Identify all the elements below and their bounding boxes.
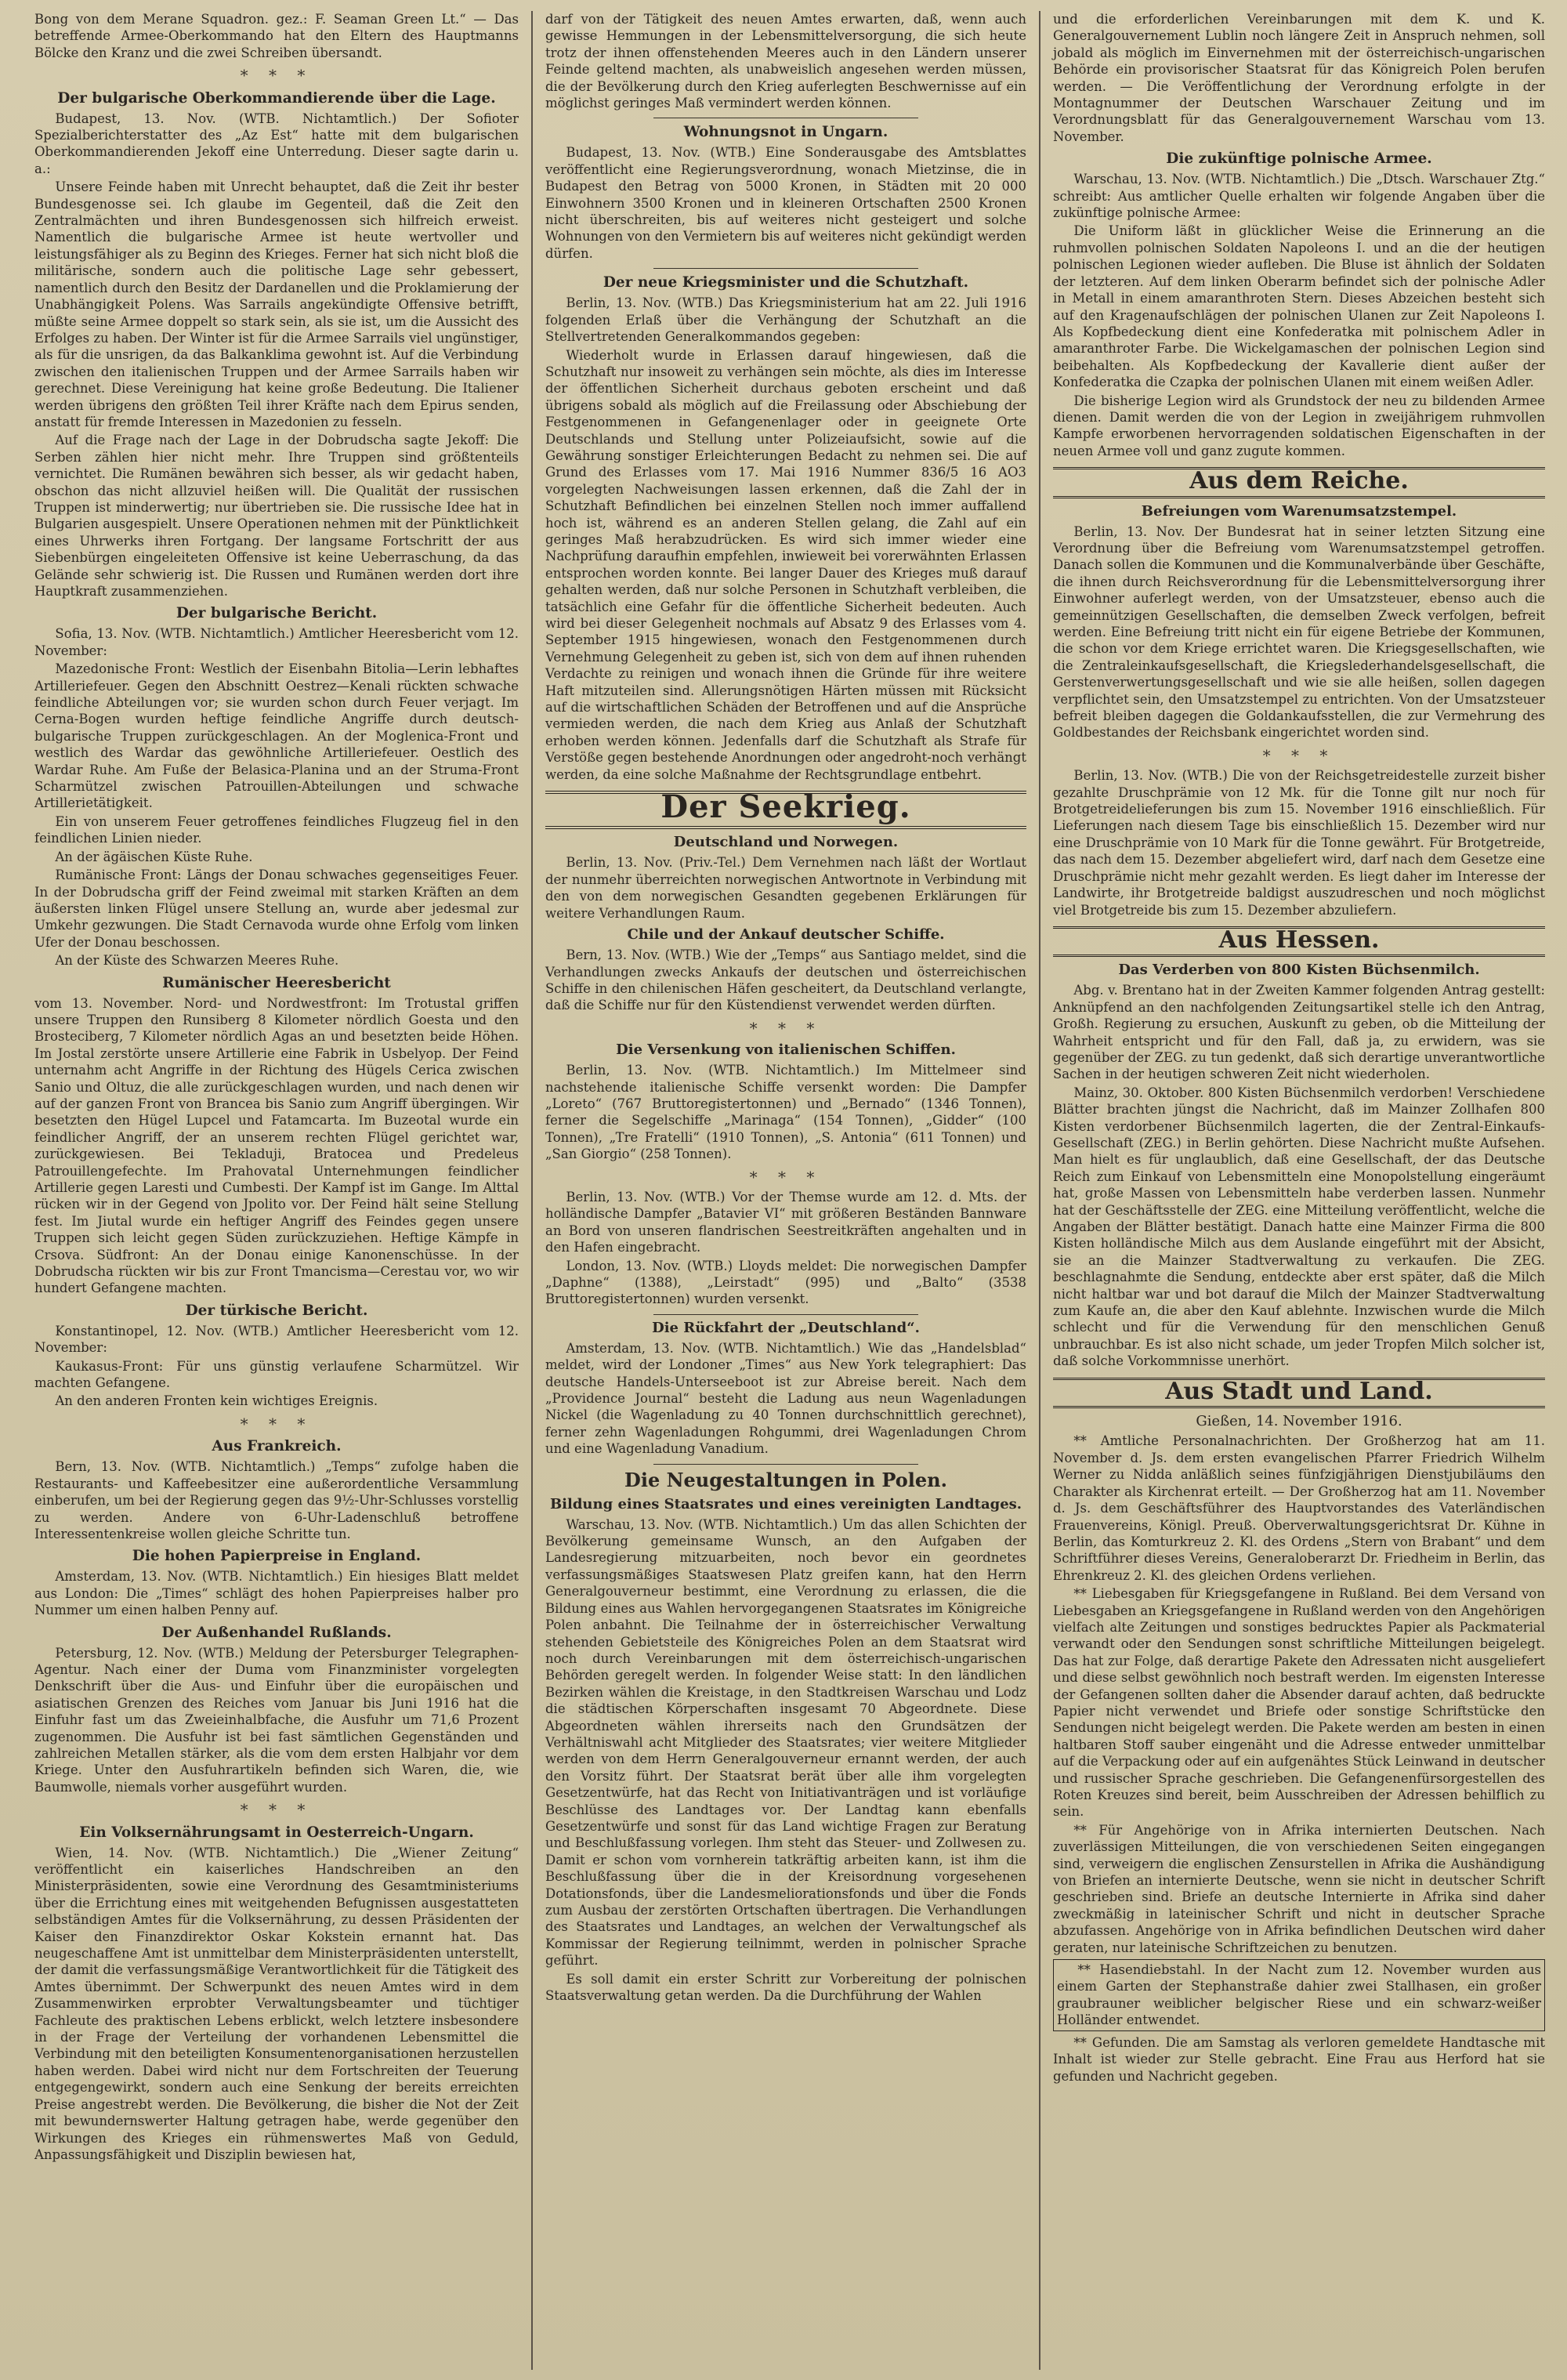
- headline-deutschland-return: Die Rückfahrt der „Deutschland“.: [652, 1319, 920, 1336]
- lead-paragraph: darf von der Tätigkeit des neuen Amtes erwarten, daß, wenn auch gewisse Hemmungen in der Lebensmittelversorgung, die sich heute trotz der ihnen offenstehenden Meeres auch in den Ländern unserer Feinde geltend machten, als unabweislich angesehen werden müssen, die der Bevölkerung durch den Krieg auferlegten Beschwernisse auf ein möglichst geringes Maß vermindert werden können.: [545, 12, 1026, 111]
- article-paragraph: Berlin, 13. Nov. Der Bundesrat hat in seiner letzten Sitzung eine Verordnung über die Befreiung vom Warenumsatzstempel getroffen. Danach sollen die Kommunen und die Kommunalverbände über Geschäfte, die ihnen durch Reichsverordnung für die Lebensmittelversorgung ihrer Einwohner auferlegt werden, von der Umsatzsteuer, ebenso auch die gemeinnützigen Gesellschaften, die demselben Zweck verfolgen, befreit werden. Eine Befreiung tritt nicht ein für eigene Betriebe der Kommunen, die schon vor dem Kriege errichtet waren. Die Kriegsgesellschaften, wie die Zentraleinkaufsgesellschaft, die Kriegslederhandelsgesellschaft, die Gerstenverwertungsgesellschaft und wie sie alle heißen, sollen dagegen verpflichtet sein, den Umsatzstempel zu entrichten. Von der Umsatzsteuer befreit bleiben dagegen die Goldankaufsstellen, die zur Vermehrung des Goldbestandes der Reichsbank eingerichtet worden sind.: [1053, 523, 1545, 741]
- article-paragraph: Berlin, 13. Nov. (WTB.) Vor der Themse wurde am 12. d. Mts. der holländische Dampfer „Batavier VI“ mit größeren Beständen Bannware an Bord von unseren flandrischen Seestreitkräften angehalten und in den Hafen eingebracht.: [545, 1189, 1026, 1255]
- headline-polish-army: Die zukünftige polnische Armee.: [1166, 150, 1432, 168]
- article-paragraph: Die bisherige Legion wird als Grundstock der neu zu bildenden Armee dienen. Damit werden die von der Legion in zweijährigem ruhmvollen Kampfe erworbenen hervorragenden soldatischen Eigenschaften in der neuen Armee voll und ganz zugute kommen.: [1053, 393, 1545, 458]
- article-paragraph: Mazedonische Front: Westlich der Eisenbahn Bitolia—Lerin lebhaftes Artilleriefeuer. Gegen den Abschnitt Oestrez—Kenali rückten schwache feindliche Abteilungen vor; sie wurden schon durch Feuer verjagt. Im Cerna-Bogen wurden heftige feindliche Angriffe durch deutsch-bulgarische Truppen zurückgeschlagen. An der Moglenica-Front und westlich des Wardar das gewöhnliche Artilleriefeuer. Oestlich des Wardar Ruhe. Am Fuße der Belasica-Planina und an der Struma-Front Scharmützel zwischen Patrouillen-Abteilungen und schwache Artillerietätigkeit.: [34, 661, 519, 811]
- dateline: Gießen, 14. November 1916.: [1196, 1413, 1402, 1430]
- section-banner-city-country: [1053, 1378, 1545, 1408]
- section-banner-naval-war: [545, 788, 1026, 829]
- divider: [653, 1464, 918, 1465]
- headline-poland: Die Neugestaltungen in Polen.: [624, 1468, 947, 1491]
- column-2: [533, 11, 1040, 2370]
- article-paragraph: Ein von unserem Feuer getroffenes feindliches Flugzeug fiel in den feindlichen Linien nieder.: [34, 813, 519, 846]
- article-paragraph: Amsterdam, 13. Nov. (WTB. Nichtamtlich.) Wie das „Handelsblad“ meldet, wird der Londoner „Times“ aus New York telegraphiert: Das deutsche Handels-Unterseeboot ist zur Abreise bereit. Nach dem „Providence Journal“ besteht die Ladung aus neun Wagenladungen Nickel (die Wagenladung zu 40 Tonnen durchschnittlich gerechnet), ferner zehn Wagenladungen Rohgummi, drei Wagenladungen Chrom und eine Wagenladung Vanadium.: [545, 1340, 1026, 1457]
- subheadline-poland: Bildung eines Staatsrates und eines vereinigten Landtages.: [549, 1495, 1022, 1512]
- article-paragraph: Bern, 13. Nov. (WTB. Nichtamtlich.) „Temps“ zufolge haben die Restaurants- und Kaffeebesitzer eine außerordentliche Versammlung einberufen, um bei der Regierung gegen das 9½-Uhr-Schlusses vorstellig zu werden. Andere von 6-Uhr-Ladenschluß betroffene Interessentenkreise wollen gleiche Schritte tun.: [34, 1459, 519, 1541]
- headline-romanian-report: Rumänischer Heeresbericht: [162, 974, 391, 991]
- lead-paragraph: Bong von dem Merane Squadron. gez.: F. Seaman Green Lt.“ — Das betreffende Armee-Oberkommando hat den Eltern des Hauptmanns Bölcke den Kranz und die zwei Schreiben übersandt.: [34, 12, 519, 60]
- headline-bulgarian-report: Der bulgarische Bericht.: [176, 605, 378, 622]
- banner-title: Der Seekrieg.: [660, 788, 911, 826]
- article-paragraph: Wiederholt wurde in Erlassen darauf hingewiesen, daß die Schutzhaft nur insoweit zu verhängen sein möchte, als dies im Interesse der öffentlichen Sicherheit durchaus geboten erscheint und daß übrigens sobald als möglich auf die Freilassung oder Abschiebung der Festgenommenen in Gefangenenlager oder in geeignete Orte Deutschlands und Stellung unter Polizeiaufsicht, sowie auf die Gewährung sonstiger Erleichterungen Bedacht zu nehmen sei. Die auf Grund des Erlasses vom 17. Mai 1916 Nummer 836/5 16 AO3 vorgelegten Nachweisungen lassen erkennen, daß die Zahl der in Schutzhaft Befindlichen bei einzelnen Stellen noch immer auffallend hoch ist, während es an anderen Stellen gelang, die Zahl auf ein geringes Maß herabzudrücken. Es wird sich immer wieder eine Nachprüfung daraufhin empfehlen, inwieweit bei vorerwähnten Erlassen entsprochen worden konnte. Bei langer Dauer des Krieges muß darauf gehalten werden, daß nur solche Personen in Schutzhaft verbleiben, die tatsächlich eine Gefahr für die öffentliche Sicherheit bedeuten. Auch wird bei dieser Gelegenheit nochmals auf Absatz 9 des Erlasses vom 4. September 1915 hingewiesen, wonach den Festgenommenen durch Vernehmung Gelegenheit zu geben ist, sich von dem auf ihnen ruhenden Verdachte zu reinigen und wonach ihnen die Gründe für ihre weitere Haft mitzuteilen sind. Allerungsnötigen Härten müssen mit Rücksicht auf die wirtschaftlichen Schäden der Betroffenen und auf die Ansprüche vermieden werden, die nach dem Krieg aus Anlaß der Schutzhaft erhoben werden können. Jedenfalls darf die Schutzhaft als Strafe für Verstöße gegen bestehende Anordnungen oder angedroht-noch verhängt werden, da eine solche Maßnahme der Rechtsgrundlage entbehrt.: [545, 347, 1026, 782]
- article-paragraph: Unsere Feinde haben mit Unrecht behauptet, daß die Zeit ihr bester Bundesgenosse sei. Ich glaube im Gegenteil, daß die Zeit den Zentralmächten und ihren Bundesgenossen sich hilfreich erweist. Namentlich die bulgarische Armee ist heute wertvoller und leistungsfähiger als zu Beginn des Krieges. Ferner hat sich nicht bloß die militärische, sondern auch die politische Lage sehr gebessert, namentlich durch den Besitz der Dardanellen und die Proklamierung der Unabhängigkeit Polens. Was Sarrails angekündigte Offensive betrifft, müßte seine Armee doppelt so stark sein, als sie ist, um die Aussicht des Erfolges zu haben. Der Winter ist für die Armee Sarrails viel ungünstiger, als für die unsrigen, da das Balkanklima gewohnt ist. Auf die Verbindung zwischen den italienischen Truppen und der Armee Sarrails haben wir gerechnet. Diese Vereinigung hat keine große Bedeutung. Die Italiener werden übrigens den größten Teil ihrer Kräfte nach dem Epirus senden, anstatt für fremde Interessen in Mazedonien zu fesseln.: [34, 179, 519, 429]
- column-3: [1040, 11, 1550, 2370]
- section-separator: * * *: [240, 1414, 313, 1433]
- banner-title: Aus dem Reiche.: [1189, 467, 1409, 495]
- article-paragraph: Sofia, 13. Nov. (WTB. Nichtamtlich.) Amtlicher Heeresbericht vom 12. November:: [34, 626, 519, 658]
- article-paragraph: Amsterdam, 13. Nov. (WTB. Nichtamtlich.) Ein hiesiges Blatt meldet aus London: Die „Times“ schlägt des hohen Papierpreises halber pro Nummer um einen halben Penny auf.: [34, 1569, 519, 1618]
- article-paragraph: An den anderen Fronten kein wichtiges Ereignis.: [55, 1393, 378, 1409]
- article-paragraph: Es soll damit ein erster Schritt zur Vorbereitung der polnischen Staatsverwaltung getan werden. Da die Durchführung der Wahlen: [545, 1971, 1026, 2004]
- article-paragraph: An der ägäischen Küste Ruhe.: [55, 849, 253, 864]
- section-separator: * * *: [749, 1018, 823, 1038]
- banner-title: Aus Stadt und Land.: [1165, 1377, 1433, 1405]
- article-paragraph: Konstantinopel, 12. Nov. (WTB.) Amtlicher Heeresbericht vom 12. November:: [34, 1323, 519, 1356]
- section-separator: * * *: [1262, 745, 1336, 765]
- divider: [653, 1314, 918, 1315]
- article-paragraph: ** Gefunden. Die am Samstag als verloren gemeldete Handtasche mit Inhalt ist wieder zur Stelle gebracht. Eine Frau aus Herford hat sie gefunden und Nachricht gegeben.: [1053, 2034, 1545, 2084]
- lead-paragraph: und die erforderlichen Vereinbarungen mit dem K. und K. Generalgouvernement Lublin noch längere Zeit in Anspruch nehmen, soll jobald als möglich im Einvernehmen mit der österreichisch-ungarischen Behörde ein provisorischer Staatsrat für das Königreich Polen berufen werden. — Die Veröffentlichung der Verordnung erfolgte in der Montagnummer der Deutschen Warschauer Zeitung und im Verordnungsblatt für das Generalgouvernement Warschau vom 13. November.: [1053, 12, 1545, 144]
- column-container: [31, 11, 1550, 2370]
- headline-tax-exemption: Befreiungen vom Warenumsatzstempel.: [1141, 502, 1457, 520]
- article-paragraph: Berlin, 13. Nov. (WTB.) Die von der Reichsgetreidestelle zurzeit bisher gezahlte Druschprämie von 12 Mk. für die Tonne gilt nur noch für Brotgetreidelieferungen bis zum 15. November 1916 einschließlich. Für Lieferungen nach diesem Tage bis einschließlich 15. Dezember wird nur eine Druschprämie von 10 Mark für die Tonne gewährt. Für Brotgetreide, das nach dem 15. Dezember abgeliefert wird, darf nach dem Gesetze eine Druschprämie nicht mehr gezahlt werden. Es liegt daher im Interesse der Landwirte, ihr Brotgetreide baldigst auszudreschen und noch möglichst viel Brotgetreide bis zum 15. Dezember abzuliefern.: [1053, 768, 1545, 918]
- article-paragraph: Berlin, 13. Nov. (Priv.-Tel.) Dem Vernehmen nach läßt der Wortlaut der nunmehr überreichten norwegischen Antwortnote in Verbindung mit den von dem norwegischen Gesandten gegebenen Erklärungen für weitere Verhandlungen Raum.: [545, 855, 1026, 921]
- article-paragraph: Bern, 13. Nov. (WTB.) Wie der „Temps“ aus Santiago meldet, sind die Verhandlungen zwecks Ankaufs der deutschen und österreichischen Schiffe in den chilenischen Häfen gescheitert, da Deutschland verlangte, daß die Schiffe nur für den Küstendienst verwendet werden dürften.: [545, 947, 1026, 1013]
- article-paragraph: Kaukasus-Front: Für uns günstig verlaufene Scharmützel. Wir machten Gefangene.: [34, 1358, 519, 1391]
- article-paragraph: Die Uniform läßt in glücklicher Weise die Erinnerung an die ruhmvollen polnischen Soldaten Napoleons I. und an die der heutigen polnischen Legionen wieder aufleben. Die Bluse ist ähnlich der Soldaten der letzteren. Auf dem linken Oberarm befindet sich der polnische Adler in Metall in einem amaranthroten Stern. Dieses Abzeichen besteht sich auf den Kragenaufschlägen der polnischen Ulanen zur Zeit Napoleons I. Als Kopfbedeckung dient eine Konfederatka mit polnischem Adler in amaranthroter Farbe. Die Wickelgamaschen der polnischen Legion sind beibehalten. Als Kopfbedeckung der Kavallerie dient außer der Konfederatka die Czapka der polnischen Ulanen mit einem weißen Adler.: [1053, 223, 1545, 390]
- headline-turkish-report: Der türkische Bericht.: [185, 1302, 368, 1319]
- section-banner-reich: [1053, 467, 1545, 498]
- section-separator: * * *: [240, 1800, 313, 1820]
- divider: [653, 268, 918, 269]
- article-paragraph: An der Küste des Schwarzen Meeres Ruhe.: [55, 953, 339, 969]
- article-paragraph: Rumänische Front: Längs der Donau schwaches gegenseitiges Feuer. In der Dobrudscha griff der Feind zweimal mit starken Kräften an dem äußersten linken Flügel unsere Stellung an, wurde aber jedesmal zur Umkehr gezwungen. Die Stadt Cernavoda wurde ohne Erfolg vom linken Ufer der Donau beschossen.: [34, 868, 519, 950]
- article-paragraph: ** Amtliche Personalnachrichten. Der Großherzog hat am 11. November d. Js. dem ersten evangelischen Pfarrer Friedrich Wilhelm Werner zu Nidda anläßlich seines fünfzigjährigen Dienstjubiläums den Charakter als Kirchenrat erteilt. — Der Großherzog hat am 11. November d. Js. dem Geschäftsführer des Hauptvorstandes des Vaterländischen Frauenvereins, Königl. Preuß. Oberverwaltungsgerichtsrat Dr. Kühne in Berlin, das Komturkreuz 2. Kl. des Ordens „Stern von Brabant“ und dem Schriftführer dieses Vereins, Generaloberarzt Dr. Friedheim in Berlin, das Ehrenkreuz 2. Kl. des gleichen Ordens verliehen.: [1053, 1433, 1545, 1583]
- article-paragraph: Berlin, 13. Nov. (WTB.) Das Kriegsministerium hat am 22. Juli 1916 folgenden Erlaß über die Verhängung der Schutzhaft an die Stellvertretenden Generalkommandos gegeben:: [545, 295, 1026, 345]
- headline-war-minister: Der neue Kriegsminister und die Schutzhaft.: [603, 274, 969, 292]
- section-separator: * * *: [240, 66, 313, 85]
- headline-chile-ships: Chile und der Ankauf deutscher Schiffe.: [627, 926, 945, 944]
- headline-bulgarian-commander: Der bulgarische Oberkommandierende über die Lage.: [57, 89, 496, 107]
- article-paragraph: vom 13. November. Nord- und Nordwestfront: Im Trotustal griffen unsere Truppen den Runsiberg 8 Kilometer nördlich Goesta und den Brosteciberg, 7 Kilometer nördlich Agas an und besetzten beide Höhen. Im Jostal zerstörte unsere Artillerie eine Fabrik in Usbelyop. Der Feind unternahm acht Angriffe in der Richtung des Hügels Cerica zwischen Sanio und Oltuz, die alle zurückgeschlagen wurden, und nach denen wir auf der ganzen Front von Brancea bis Sanio zum Angriff übergingen. Wir besetzten den Hügel Lupcel und Fatamcarta. Im Buzeotal wurde ein feindlicher Angriff, der an unserem rechten Flügel gerichtet war, zurückgewiesen. Bei Tekladuji, Bratocea und Predeleus Patrouillengefechte. Im Prahovatal Unternehmungen feindlicher Artillerie gegen Laresti und Cumbesti. Der Kampf ist im Gange. Im Alttal rücken wir in der Gegend von Jpolito vor. Der Feind hält seine Stellung fest. Im Jiutal wurde ein heftiger Angriff des Feindes gegen unsere Truppen sich leicht gegen Süden zurückzuziehen. Heftige Kämpfe in Crsova. Südfront: An der Donau einige Kanonenschüsse. In der Dobrudscha rückten wir bis zur Front Tmancisma—Cerestau vor, wo wir hundert Gefangene machten.: [34, 995, 519, 1296]
- headline-italian-ships: Die Versenkung von italienischen Schiffen.: [616, 1041, 956, 1059]
- headline-france: Aus Frankreich.: [212, 1438, 342, 1455]
- headline-housing-hungary: Wohnungsnot in Ungarn.: [683, 124, 888, 141]
- headline-food-office: Ein Volksernährungsamt in Oesterreich-Ungarn.: [79, 1824, 474, 1841]
- article-paragraph: Auf die Frage nach der Lage in der Dobrudscha sagte Jekoff: Die Serben zählen hier nicht mehr. Ihre Truppen sind größtenteils vernichtet. Die Rumänen bewähren sich besser, als wir gedacht haben, obschon das nicht allzuviel heißen will. Die Qualität der russischen Truppen ist minderwertig; nur übertrieben sie. Die russische Idee hat in Bulgarien ausgespielt. Unsere Operationen nehmen mit der Pünktlichkeit eines Uhrwerks ihren Fortgang. Der langsame Fortschritt der aus Siebenbürgen eingeleiteten Offensive ist keine Ueberraschung, da das Gelände sehr schwierig ist. Die Russen und Rumänen werden dort ihre Hauptkraft zusammenziehen.: [34, 433, 519, 599]
- article-paragraph: Warschau, 13. Nov. (WTB. Nichtamtlich.) Um das allen Schichten der Bevölkerung gemeinsame Wunsch, an den Aufgaben der Landesregierung mitzuarbeiten, noch bevor ein geordnetes verfassungsmäßiges Staatswesen Platz greifen kann, hat den Herrn Generalgouverneur bestimmt, eine Verordnung zu erlassen, die die Bildung eines aus Wahlen hervorgegangenen Staatsrates im Königreiche Polen anbahnt. Die Teilnahme der in österreichischer Verwaltung stehenden Gebietsteile des Königreiches Polen an dem Staatsrat wird noch durch Vereinbarungen mit dem österreichisch-ungarischen Behörden geregelt werden. In folgender Weise statt: In den ländlichen Bezirken wählen die Kreistage, in den Stadtkreisen Warschau und Lodz die städtischen Körperschaften insgesamt 70 Abgeordnete. Diese Abgeordneten wählen ihrerseits nach den Grundsätzen der Verhältniswahl acht Mitglieder des Staatsrates; vier weitere Mitglieder werden von dem Herrn Generalgouverneur ernannt werden, der auch den Vorsitz führt. Der Staatsrat berät über alle ihm vorgelegten Gesetzentwürfe, hat das Recht von Initiativanträgen und ist vorläufige Beschlüsse des Landtages vor. Der Landtag kann ebenfalls Gesetzentwürfe und sonst für das Land wichtige Fragen zur Beratung und Beschlußfassung vorlegen. Ihm steht das Steuer- und Zollwesen zu. Damit er schon vom vornherein tatkräftig arbeiten kann, ist ihm die Beschlußfassung über die in der Kreisordnung vorgesehenen Dotationsfonds, über die Landesmeliorationsfonds und über die Fonds zum Ausbau der zerstörten Ortschaften übertragen. Die Verhandlungen des Staatsrates und Landtages, an welchen der Verwaltungschef als Kommissar der Regierung teilnimmt, werden in polnischer Sprache geführt.: [545, 1516, 1026, 1969]
- column-1: [31, 11, 533, 2370]
- section-banner-hessen: [1053, 926, 1545, 957]
- article-paragraph: Warschau, 13. Nov. (WTB. Nichtamtlich.) Die „Dtsch. Warschauer Ztg.“ schreibt: Aus amtlicher Quelle erhalten wir folgende Angaben über die zukünftige polnische Armee:: [1053, 172, 1545, 221]
- article-paragraph: Petersburg, 12. Nov. (WTB.) Meldung der Petersburger Telegraphen-Agentur. Nach einer der Duma vom Finanzminister vorgelegten Denkschrift über die Aus- und Einfuhr über die europäischen und asiatischen Grenzen des Reiches vom Januar bis Juni 1916 hat die Einfuhr fast um das Zweieinhalbfache, die Ausfuhr um 71,6 Prozent zugenommen. Die Ausfuhr ist bei fast sämtlichen Gegenständen und zahlreichen Metallen stärker, als die vom dem ersten Halbjahr vor dem Kriege. Unter den Ausfuhrartikeln befinden sich Waren, die, wie Baumwolle, niemals vorher ausgeführt wurden.: [34, 1645, 519, 1795]
- article-paragraph: Budapest, 13. Nov. (WTB. Nichtamtlich.) Der Sofioter Spezialberichterstatter des „Az Est“ hatte mit dem bulgarischen Oberkommandierenden Jekoff eine Unterredung. Dieser sagte darin u. a.:: [34, 110, 519, 176]
- article-paragraph: ** Für Angehörige von in Afrika internierten Deutschen. Nach zuverlässigen Mitteilungen, die von verschiedenen Seiten eingegangen sind, verweigern die englischen Zensurstellen in Afrika die Aushändigung von Briefen an internierte Deutsche, wenn sie nicht in deutscher Schrift geschrieben sind. Briefe an deutsche Internierte in Afrika sind daher zweckmäßig in lateinischer Schrift und nicht in deutscher Sprache abzufassen. Angehörige von in Afrika befindlichen Deutschen wird daher geraten, nur lateinische Schriftzeichen zu benutzen.: [1053, 1822, 1545, 1955]
- article-paragraph: Wien, 14. Nov. (WTB. Nichtamtlich.) Die „Wiener Zeitung“ veröffentlicht ein kaiserliches Handschreiben an den Ministerpräsidenten, sowie eine Verordnung des Gesamtministeriums über die Errichtung eines mit weitgehenden Befugnissen ausgestatteten selbständigen Amtes für die Volksernährung, zu dessen Präsidenten der Kaiser den Finanzdirektor Oskar Kokstein ernannt hat. Das neugeschaffene Amt ist unmittelbar dem Ministerpräsidenten unterstellt, der damit die verfassungsmäßige Verantwortlichkeit für die Tätigkeit des Amtes übernimmt. Der Schwerpunkt des neuen Amtes wird in dem Zusammenwirken erprobter Verwaltungsbeamter und tüchtiger Fachleute des praktischen Lebens erblickt, welch letztere insbesondere in der Frage der Verteilung der vorhandenen Lebensmittel die Verbindung mit den beteiligten Konsumentenorganisationen herzustellen haben werden. Dabei wird nicht nur dem Fortschreiten der Teuerung entgegengewirkt, sondern auch eine Senkung der bereits erreichten Preise angestrebt werden. Die Bevölkerung, die bisher die Not der Zeit mit bewundernswerter Haltung getragen habe, werde gegenüber den Wirkungen des Krieges ein rühmenswertes Maß von Geduld, Anpassungsfähigkeit und Disziplin bewiesen hat,: [34, 1845, 519, 2162]
- headline-russia-trade: Der Außenhandel Rußlands.: [161, 1624, 392, 1641]
- headline-condensed-milk: Das Verderben von 800 Kisten Büchsenmilch.: [1118, 962, 1480, 979]
- section-separator: * * *: [749, 1167, 823, 1186]
- headline-paper-prices: Die hohen Papierpreise in England.: [132, 1548, 422, 1565]
- article-paragraph: Budapest, 13. Nov. (WTB.) Eine Sonderausgabe des Amtsblattes veröffentlicht eine Regierungsverordnung, wonach Mietzinse, die in Budapest den Betrag von 5000 Kronen, in Städten mit 20 000 Einwohnern 3500 Kronen und in kleineren Ortschaften 2500 Kronen nicht überschreiten, bis auf weiteres nicht gesteigert und solche Wohnungen von den Vermietern bis auf weiteres nicht gekündigt werden dürfen.: [545, 145, 1026, 261]
- banner-title: Aus Hessen.: [1218, 926, 1380, 954]
- boxed-paragraph: ** Hasendiebstahl. In der Nacht zum 12. November wurden aus einem Garten der Stephanstraße dahier zwei Stallhasen, ein großer graubrauner weiblicher belgischer Riese und ein schwarz-weißer Holländer entwendet.: [1053, 1959, 1545, 2031]
- article-paragraph: London, 13. Nov. (WTB.) Lloyds meldet: Die norwegischen Dampfer „Daphne“ (1388), „Leirstadt“ (995) und „Balto“ (3538 Bruttoregistertonnen) wurden versenkt.: [545, 1258, 1026, 1307]
- article-paragraph: Mainz, 30. Oktober. 800 Kisten Büchsenmilch verdorben! Verschiedene Blätter brachten jüngst die Nachricht, daß im Mainzer Zollhafen 800 Kisten verdorbener Büchsenmilch lagerten, die der Zentral-Einkaufs-Gesellschaft (ZEG.) in Berlin gehörten. Diese Nachricht mußte Aufsehen. Man hielt es für unglaublich, daß eine Gesellschaft, der das Deutsche Reich zum Einkauf von Lebensmitteln eine Monopolstellung eingeräumt hat, große Massen von Lebensmitteln habe verderben lassen. Nunmehr hat der Geschäftsstelle der ZEG. eine Mitteilung veröffentlicht, welche die Angaben der Blätter bestätigt. Danach hatte eine Mainzer Firma die 800 Kisten holländische Milch aus dem Auslande eingeführt mit der Absicht, sie an die Mainzer Stadtverwaltung zu verkaufen. Die ZEG. beschlagnahmte die Sendung, entdeckte aber erst später, daß die Milch nicht haltbar war und bot darauf die Milch der Mainzer Stadtverwaltung zum Kaufe an, die aber den Kauf ablehnte. Inzwischen wurde die Milch schlecht und für die Verwendung für den menschlichen Genuß unbrauchbar. Es ist also nicht schade, um jeder Tropfen Milch solcher ist, daß solche Vorkommnisse unerhört.: [1053, 1085, 1545, 1369]
- article-paragraph: ** Liebesgaben für Kriegsgefangene in Rußland. Bei dem Versand von Liebesgaben an Kriegsgefangene in Rußland werden von den Angehörigen vielfach alte Zeitungen und sonstiges bedrucktes Papier als Packmaterial verwandt oder den Sendungen sonst schriftliche Mitteilungen beigelegt. Das hat zur Folge, daß derartige Pakete den Adressaten nicht ausgeliefert und diese selbst gewöhnlich noch bestraft werden. Im eigensten Interesse der Gefangenen sollten daher die Absender darauf achten, daß bedruckte Papier nicht verwendet und Briefe oder sonstige Schriftstücke den Sendungen nicht beigelegt werden. Die Pakete werden am besten in einen haltbaren Stoff sauber eingenäht und die Adresse entweder unmittelbar auf die Verpackung oder auf ein aufgenähtes Stück Leinwand in deutscher und russischer Sprache geschrieben. Die Gefangenenfürsorgestellen des Roten Kreuzes sind bereit, beim Ausschreiben der Adressen behilflich zu sein.: [1053, 1586, 1545, 1820]
- article-paragraph: Berlin, 13. Nov. (WTB. Nichtamtlich.) Im Mittelmeer sind nachstehende italienische Schiffe versenkt worden: Die Dampfer „Loreto“ (767 Bruttoregistertonnen) und „Bernado“ (1346 Tonnen), ferner die Segelschiffe „Marinaga“ (154 Tonnen), „Gidder“ (100 Tonnen), „Tre Fratelli“ (1910 Tonnen), „S. Antonia“ (611 Tonnen) und „San Giorgio“ (258 Tonnen).: [545, 1063, 1026, 1162]
- article-paragraph: Abg. v. Brentano hat in der Zweiten Kammer folgenden Antrag gestellt: Anknüpfend an den nachfolgenden Zeitungsartikel stelle ich den Antrag, Großh. Regierung zu ersuchen, Auskunft zu geben, ob die Mitteilung der Wahrheit entspricht und für den Fall, daß ja, zu erwidern, was sie gegenüber der ZEG. zu tun gedenkt, daß sich derartige unverantwortliche Sachen in der heutigen schweren Zeit nicht wiederholen.: [1053, 983, 1545, 1082]
- headline-germany-norway: Deutschland und Norwegen.: [673, 834, 899, 851]
